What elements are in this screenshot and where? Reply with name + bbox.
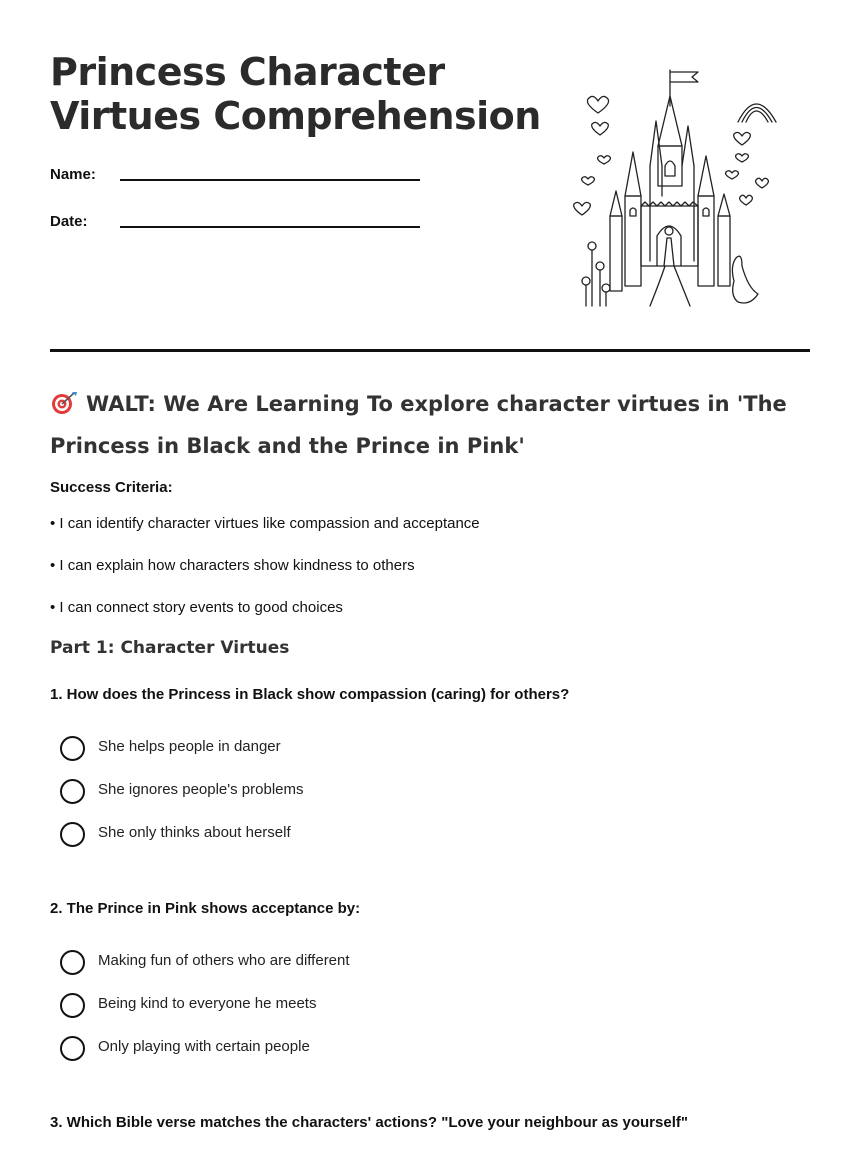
- radio-button[interactable]: [60, 736, 85, 761]
- walt-heading: [50, 385, 810, 465]
- success-criteria-item: • I can connect story events to good choices: [50, 599, 343, 616]
- question-2-options: [50, 952, 810, 1090]
- answer-option-label: She ignores people's problems: [98, 781, 304, 798]
- target-icon: [50, 389, 78, 427]
- worksheet-content: [50, 385, 810, 1131]
- success-criteria-title: Success Criteria:: [50, 479, 173, 496]
- castle-illustration: [570, 66, 790, 312]
- name-label: Name:: [50, 166, 96, 183]
- worksheet-header: [50, 50, 810, 320]
- success-criteria-item: • I can explain how characters show kindness to others: [50, 557, 415, 574]
- radio-button[interactable]: [60, 779, 85, 804]
- name-field: [50, 166, 96, 183]
- header-divider: [50, 349, 810, 352]
- answer-option-label: Making fun of others who are different: [98, 952, 350, 969]
- part-1-heading: Part 1: Character Virtues: [50, 638, 290, 658]
- answer-option[interactable]: [50, 824, 810, 876]
- date-input-line[interactable]: [120, 226, 420, 228]
- success-criteria-item: • I can identify character virtues like compassion and acceptance: [50, 515, 480, 532]
- answer-option-label: She helps people in danger: [98, 738, 281, 755]
- answer-option-label: Only playing with certain people: [98, 1038, 310, 1055]
- date-label: Date:: [50, 213, 88, 230]
- title-line-1: Princess Character: [50, 50, 445, 94]
- name-input-line[interactable]: [120, 179, 420, 181]
- answer-option[interactable]: [50, 1038, 810, 1090]
- radio-button[interactable]: [60, 822, 85, 847]
- answer-option-label: Being kind to everyone he meets: [98, 995, 317, 1012]
- walt-text: WALT: We Are Learning To explore character virtues in 'The Princess in Black and the Prince in Pink': [50, 392, 787, 458]
- title-line-2: Virtues Comprehension: [50, 94, 541, 138]
- question-3: 3. Which Bible verse matches the characters' actions? "Love your neighbour as yourself": [50, 1114, 688, 1131]
- answer-option-label: She only thinks about herself: [98, 824, 291, 841]
- question-2: 2. The Prince in Pink shows acceptance by:: [50, 900, 361, 917]
- date-field: [50, 213, 88, 230]
- radio-button[interactable]: [60, 1036, 85, 1061]
- question-1-options: [50, 738, 810, 876]
- radio-button[interactable]: [60, 993, 85, 1018]
- radio-button[interactable]: [60, 950, 85, 975]
- question-1: 1. How does the Princess in Black show compassion (caring) for others?: [50, 686, 570, 703]
